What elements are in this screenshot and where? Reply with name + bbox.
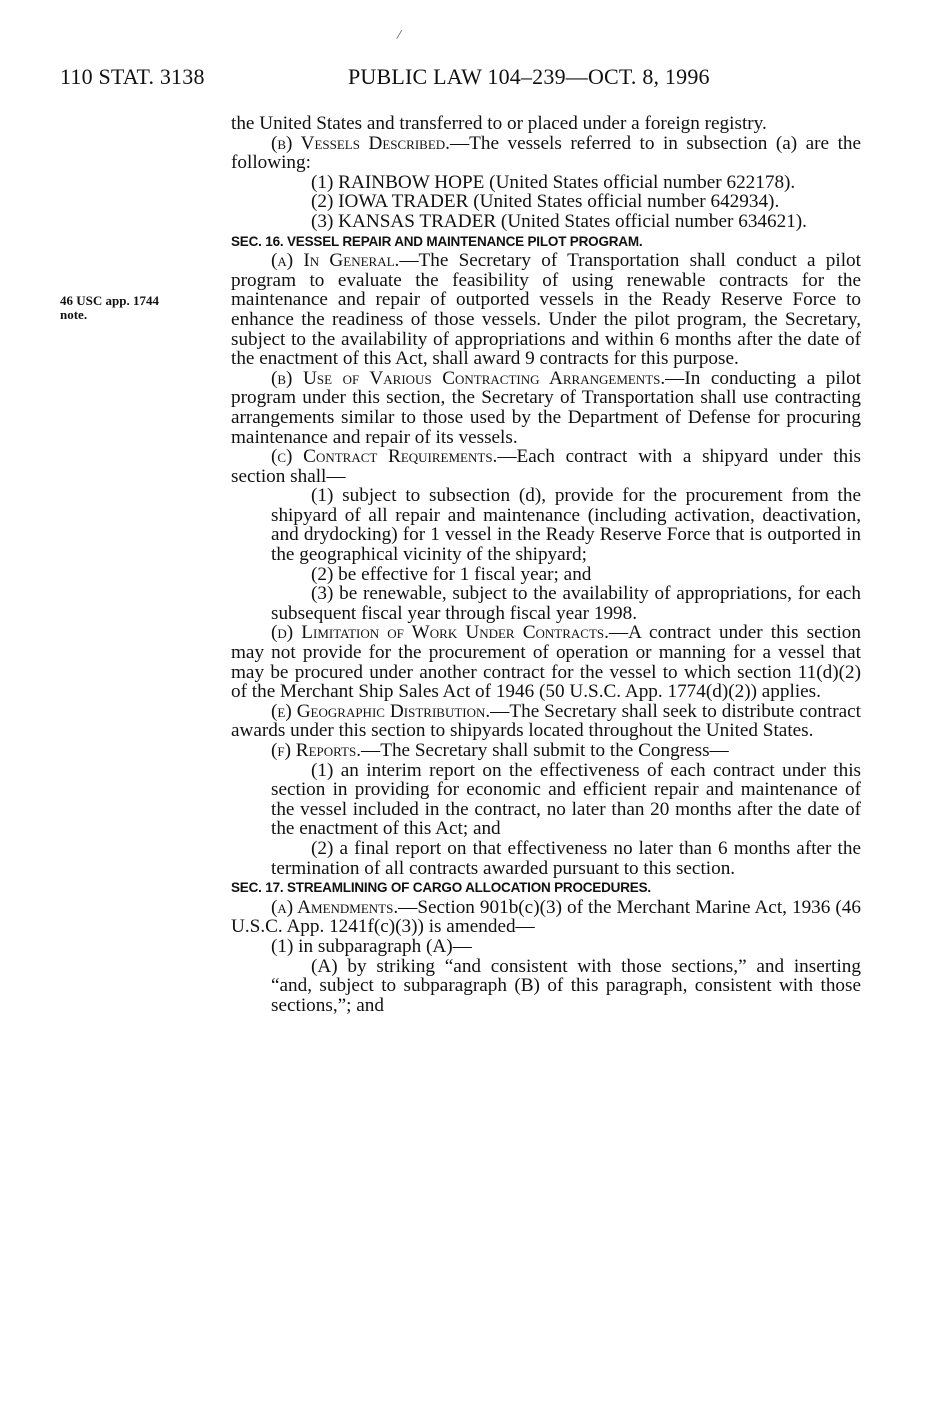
subsection-heading: (d) Limitation of Work Under Contracts.— [271, 622, 629, 644]
subsection-b [231, 134, 861, 173]
document-body [231, 114, 861, 1015]
subsection-text: The Secretary of Transportation shall conduct a pilot program to evaluate the feasibility of using renewable contracts for the maintenance and repair of outported vessels in the Ready Reserve Force to enhance the readiness of those vessels. Under the pilot program, the Secretary, subject to the availability of appropriations and within 6 months after the date of the enactment of this Act, shall award 9 contracts for this purpose. [231, 250, 861, 370]
list-item: (3) KANSAS TRADER (United States official number 634621). [311, 210, 807, 232]
subsection-text: The Secretary shall seek to distribute contract awards under this section to shipyards located throughout the United States. [231, 700, 862, 742]
subsection-b [231, 369, 861, 447]
scan-mark: / [395, 27, 403, 44]
list-item: (1) subject to subsection (d), provide for the procurement from the shipyard of all repair and maintenance (including activation, deactivation, and drydocking) for 1 vessel in the Ready Reserve Force that is outported in the geographical vicinity of the shipyard; [271, 485, 861, 566]
subsection-a [231, 898, 861, 937]
public-law-citation: PUBLIC LAW 104–239—OCT. 8, 1996 [348, 64, 710, 89]
subsection-heading: (e) Geographic Distribution.— [271, 700, 510, 722]
list-item: (A) by striking “and consistent with those sections,” and inserting “and, subject to subparagraph (B) of this paragraph, consistent with those sections,”; and [271, 955, 861, 1016]
subsection-text: The Secretary shall submit to the Congress— [380, 740, 729, 761]
subsection-heading: (f) Reports.— [271, 740, 381, 761]
subsection-text: A contract under this section may not provide for the procurement of operation or manning for a vessel that may be procured under another contract for the vessel to which section 11(d)(2) of the Merchant Ship Sales Act of 1946 (50 U.S.C. App. 1774(d)(2)) applies. [231, 622, 861, 703]
section-heading: SEC. 16. VESSEL REPAIR AND MAINTENANCE PILOT PROGRAM. [231, 233, 643, 249]
paragraph: the United States and transferred to or placed under a foreign registry. [231, 113, 767, 134]
subsection-text: In conducting a pilot program under this section, the Secretary of Transportation shall use contracting arrangements similar to those used by the Department of Defense for procuring maintenance and repair of its vessels. [231, 367, 861, 448]
subsection-heading: (a) In General.— [271, 250, 419, 272]
subsection-heading: (b) Use of Various Contracting Arrangements.— [271, 367, 685, 389]
subsection-text: Section 901b(c)(3) of the Merchant Marine Act, 1936 (46 U.S.C. App. 1241f(c)(3)) is amended— [231, 896, 861, 938]
subsection-heading: (c) Contract Requirements.— [271, 446, 517, 468]
list-item: (1) in subparagraph (A)— [271, 935, 472, 957]
statute-page-number: 110 STAT. 3138 [60, 64, 205, 89]
list-item: (1) RAINBOW HOPE (United States official number 622178). [311, 171, 796, 193]
list-item: (2) IOWA TRADER (United States official number 642934). [311, 191, 780, 213]
list-item: (2) be effective for 1 fiscal year; and [311, 563, 592, 585]
subsection-heading: (a) Amendments.— [271, 896, 418, 918]
subsection-d [231, 623, 861, 701]
list-item: (2) a final report on that effectiveness no later than 6 months after the termination of all contracts awarded pursuant to this section. [271, 837, 861, 879]
subsection-text: The vessels referred to in subsection (a) are the following: [231, 132, 862, 174]
subsection-text: Each contract with a shipyard under this section shall— [231, 446, 861, 487]
subsection-heading: (b) Vessels Described.— [271, 132, 470, 154]
section-heading: SEC. 17. STREAMLINING OF CARGO ALLOCATION PROCEDURES. [231, 880, 651, 896]
subsection-c [231, 447, 861, 486]
subsection-a [231, 251, 861, 369]
list-item: (3) be renewable, subject to the availability of appropriations, for each subsequent fiscal year through fiscal year 1998. [271, 583, 861, 624]
subsection-e [231, 702, 861, 741]
margin-note: 46 USC app. 1744 note. [60, 293, 159, 322]
list-item: (1) an interim report on the effectiveness of each contract under this section in providing for economic and efficient repair and maintenance of the vessel included in the contract, no later than 20 months after the date of the enactment of this Act; and [271, 759, 861, 840]
subsection-f [231, 741, 861, 761]
